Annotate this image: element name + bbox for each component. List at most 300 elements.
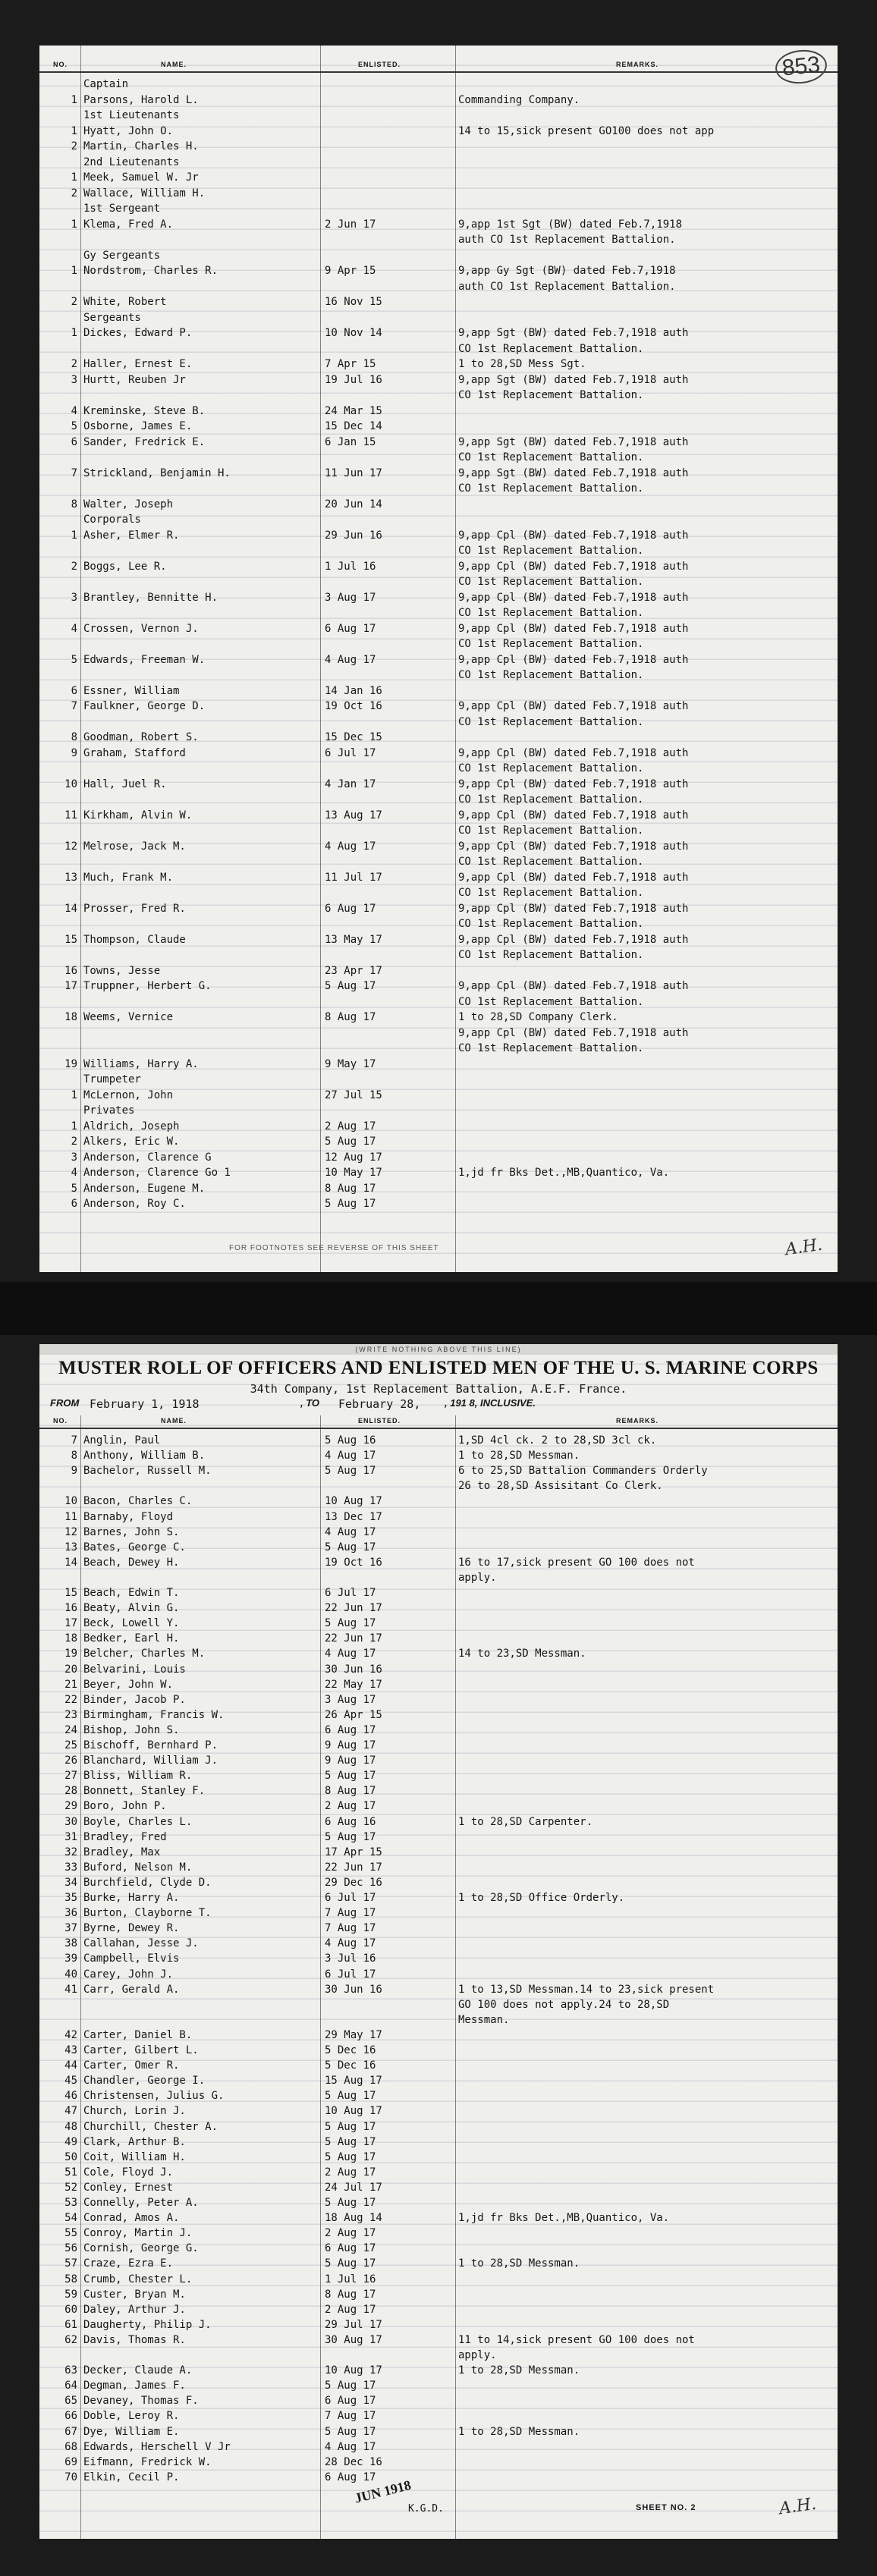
enlisted-date: 28 Dec 16 bbox=[325, 2455, 382, 2468]
roster-row bbox=[39, 2469, 838, 2489]
row-number: 24 bbox=[64, 1723, 77, 1736]
enlisted-date: 13 Dec 17 bbox=[325, 1510, 382, 1523]
row-number: 43 bbox=[64, 2044, 77, 2056]
enlisted-date: 15 Aug 17 bbox=[325, 2075, 382, 2088]
remarks-text: auth CO 1st Replacement Battalion. bbox=[458, 234, 676, 246]
enlisted-date: 5 Aug 17 bbox=[325, 1830, 376, 1843]
remarks-text: 14 to 23,SD Messman. bbox=[458, 1648, 586, 1660]
enlisted-date: 19 Oct 16 bbox=[325, 700, 382, 712]
enlisted-date: 22 Jun 17 bbox=[325, 1602, 382, 1615]
member-name: Anglin, Paul bbox=[83, 1434, 161, 1447]
member-name: Byrne, Dewey R. bbox=[83, 1922, 180, 1935]
member-name: Carter, Gilbert L. bbox=[83, 2044, 199, 2056]
member-name: Carter, Daniel B. bbox=[83, 2028, 193, 2041]
member-name: Walter, Joseph bbox=[83, 498, 174, 510]
member-name: Boyle, Charles L. bbox=[83, 1815, 193, 1828]
enlisted-date: 5 Aug 17 bbox=[325, 1617, 376, 1630]
row-number: 11 bbox=[64, 809, 77, 821]
enlisted-date: 10 Aug 17 bbox=[325, 1495, 382, 1508]
row-number: 56 bbox=[64, 2242, 77, 2255]
member-name: Beach, Edwin T. bbox=[83, 1587, 180, 1599]
enlisted-date: 7 Aug 17 bbox=[325, 1922, 376, 1935]
enlisted-date: 6 Aug 17 bbox=[325, 902, 376, 915]
row-number: 18 bbox=[64, 1011, 77, 1023]
remarks-text: CO 1st Replacement Battalion. bbox=[458, 1042, 644, 1054]
enlisted-date: 6 Jul 17 bbox=[325, 1892, 376, 1904]
row-number: 2 bbox=[71, 358, 77, 370]
enlisted-date: 5 Aug 17 bbox=[325, 1136, 376, 1148]
enlisted-date: 30 Jun 16 bbox=[325, 1983, 382, 1996]
member-name: 2nd Lieutenants bbox=[83, 156, 180, 168]
member-name: Doble, Leroy R. bbox=[83, 2410, 180, 2423]
enlisted-date: 3 Aug 17 bbox=[325, 1693, 376, 1706]
enlisted-date: 15 Dec 14 bbox=[325, 420, 382, 432]
row-number: 19 bbox=[64, 1057, 77, 1070]
enlisted-date: 5 Aug 17 bbox=[325, 2090, 376, 2103]
remarks-text: 9,app Cpl (BW) dated Feb.7,1918 auth bbox=[458, 778, 689, 790]
member-name: Connelly, Peter A. bbox=[83, 2197, 199, 2209]
remarks-text: 1 to 28,SD Office Orderly. bbox=[458, 1892, 625, 1904]
member-name: Belcher, Charles M. bbox=[83, 1648, 206, 1660]
enlisted-date: 10 Aug 17 bbox=[325, 2364, 382, 2377]
member-name: Beach, Dewey H. bbox=[83, 1556, 180, 1569]
row-number: 10 bbox=[64, 778, 77, 790]
row-number: 22 bbox=[64, 1693, 77, 1706]
from-label: FROM bbox=[50, 1397, 80, 1409]
enlisted-date: 30 Aug 17 bbox=[325, 2333, 382, 2346]
row-number: 13 bbox=[64, 1541, 77, 1553]
row-number: 28 bbox=[64, 1785, 77, 1798]
enlisted-date: 6 Aug 17 bbox=[325, 622, 376, 635]
row-number: 3 bbox=[71, 591, 77, 604]
row-number: 3 bbox=[71, 373, 77, 386]
member-name: Burke, Harry A. bbox=[83, 1892, 180, 1904]
member-name: Carey, John J. bbox=[83, 1968, 174, 1981]
member-name: Aldrich, Joseph bbox=[83, 1120, 180, 1132]
row-number: 58 bbox=[64, 2273, 77, 2285]
row-number: 41 bbox=[64, 1983, 77, 1996]
member-name: Conley, Ernest bbox=[83, 2181, 174, 2194]
enlisted-date: 6 Jan 15 bbox=[325, 435, 376, 448]
enlisted-date: 26 Apr 15 bbox=[325, 1708, 382, 1721]
enlisted-date: 5 Aug 17 bbox=[325, 2150, 376, 2163]
row-number: 6 bbox=[71, 435, 77, 448]
row-number: 39 bbox=[64, 1952, 77, 1965]
member-name: Bishop, John S. bbox=[83, 1723, 180, 1736]
member-name: Barnaby, Floyd bbox=[83, 1510, 174, 1523]
member-name: Devaney, Thomas F. bbox=[83, 2395, 199, 2408]
member-name: Edwards, Herschell V Jr bbox=[83, 2440, 231, 2453]
enlisted-date: 12 Aug 17 bbox=[325, 1151, 382, 1164]
row-number: 10 bbox=[64, 1495, 77, 1508]
header-no: NO. bbox=[53, 61, 68, 68]
enlisted-date: 6 Aug 16 bbox=[325, 1815, 376, 1828]
row-number: 12 bbox=[64, 1525, 77, 1538]
enlisted-date: 8 Aug 17 bbox=[325, 1182, 376, 1195]
member-name: Chandler, George I. bbox=[83, 2075, 206, 2088]
member-name: Truppner, Herbert G. bbox=[83, 980, 212, 992]
remarks-text: 14 to 15,sick present GO100 does not app bbox=[458, 124, 715, 137]
member-name: Sander, Fredrick E. bbox=[83, 435, 206, 448]
member-name: Alkers, Eric W. bbox=[83, 1136, 180, 1148]
row-number: 37 bbox=[64, 1922, 77, 1935]
row-number: 15 bbox=[64, 933, 77, 946]
row-number: 14 bbox=[64, 1556, 77, 1569]
row-number: 1 bbox=[71, 529, 77, 542]
row-number: 2 bbox=[71, 140, 77, 152]
member-name: Essner, William bbox=[83, 684, 180, 697]
remarks-text: CO 1st Replacement Battalion. bbox=[458, 669, 644, 681]
enlisted-date: 2 Aug 17 bbox=[325, 1800, 376, 1813]
remarks-text: Messman. bbox=[458, 2013, 510, 2026]
row-number: 4 bbox=[71, 1167, 77, 1179]
row-number: 1 bbox=[71, 124, 77, 137]
enlisted-date: 11 Jul 17 bbox=[325, 871, 382, 884]
enlisted-date: 2 Aug 17 bbox=[325, 2227, 376, 2240]
member-name: Conroy, Martin J. bbox=[83, 2227, 193, 2240]
enlisted-date: 24 Jul 17 bbox=[325, 2181, 382, 2194]
row-number: 7 bbox=[71, 1434, 77, 1447]
handwritten-initials: A.H. bbox=[784, 1235, 824, 1260]
enlisted-date: 22 Jun 17 bbox=[325, 1632, 382, 1645]
member-name: Martin, Charles H. bbox=[83, 140, 199, 152]
remarks-text: 1 to 28,SD Mess Sgt. bbox=[458, 358, 586, 370]
from-value: February 1, 1918 bbox=[90, 1397, 200, 1411]
remarks-text: CO 1st Replacement Battalion. bbox=[458, 482, 644, 495]
enlisted-date: 5 Aug 17 bbox=[325, 2135, 376, 2148]
enlisted-date: 6 Aug 17 bbox=[325, 1723, 376, 1736]
enlisted-date: 4 Aug 17 bbox=[325, 1648, 376, 1660]
member-name: Elkin, Cecil P. bbox=[83, 2471, 180, 2483]
enlisted-date: 7 Aug 17 bbox=[325, 2410, 376, 2423]
member-name: Bedker, Earl H. bbox=[83, 1632, 180, 1645]
enlisted-date: 29 Dec 16 bbox=[325, 1876, 382, 1889]
row-number: 52 bbox=[64, 2181, 77, 2194]
remarks-text: 1 to 28,SD Messman. bbox=[458, 1450, 580, 1462]
header-enlisted: ENLISTED. bbox=[358, 61, 401, 68]
enlisted-date: 9 Aug 17 bbox=[325, 1755, 376, 1767]
enlisted-date: 14 Jan 16 bbox=[325, 684, 382, 697]
remarks-text: 6 to 25,SD Battalion Commanders Orderly bbox=[458, 1465, 708, 1478]
member-name: Towns, Jesse bbox=[83, 964, 161, 977]
member-name: Conrad, Amos A. bbox=[83, 2212, 180, 2225]
to-value: February 28, bbox=[338, 1397, 421, 1411]
row-number: 66 bbox=[64, 2410, 77, 2423]
remarks-text: 1 to 28,SD Carpenter. bbox=[458, 1815, 593, 1828]
row-number: 62 bbox=[64, 2333, 77, 2346]
remarks-text: 26 to 28,SD Assisitant Co Clerk. bbox=[458, 1480, 663, 1493]
enlisted-date: 18 Aug 14 bbox=[325, 2212, 382, 2225]
row-number: 1 bbox=[71, 171, 77, 184]
remarks-text: 1 to 28,SD Company Clerk. bbox=[458, 1011, 618, 1023]
enlisted-date: 30 Jun 16 bbox=[325, 1663, 382, 1676]
remarks-text: CO 1st Replacement Battalion. bbox=[458, 856, 644, 868]
enlisted-date: 8 Aug 17 bbox=[325, 1785, 376, 1798]
member-name: 1st Lieutenants bbox=[83, 109, 180, 121]
remarks-text: CO 1st Replacement Battalion. bbox=[458, 825, 644, 837]
enlisted-date: 22 Jun 17 bbox=[325, 1861, 382, 1874]
row-number: 3 bbox=[71, 1151, 77, 1164]
member-name: Privates bbox=[83, 1104, 135, 1117]
enlisted-date: 5 Aug 17 bbox=[325, 2257, 376, 2270]
remarks-text: apply. bbox=[458, 2349, 497, 2361]
enlisted-date: 6 Jul 17 bbox=[325, 1587, 376, 1599]
enlisted-date: 11 Jun 17 bbox=[325, 467, 382, 479]
remarks-text: CO 1st Replacement Battalion. bbox=[458, 389, 644, 401]
enlisted-date: 10 Nov 14 bbox=[325, 327, 382, 339]
remarks-text: 9,app Cpl (BW) dated Feb.7,1918 auth bbox=[458, 809, 689, 821]
remarks-text: 1,jd fr Bks Det.,MB,Quantico, Va. bbox=[458, 2212, 670, 2225]
enlisted-date: 3 Aug 17 bbox=[325, 591, 376, 604]
member-name: Bradley, Fred bbox=[83, 1830, 167, 1843]
remarks-text: Commanding Company. bbox=[458, 93, 580, 106]
row-number: 2 bbox=[71, 1136, 77, 1148]
remarks-text: 9,app Cpl (BW) dated Feb.7,1918 auth bbox=[458, 560, 689, 573]
row-number: 44 bbox=[64, 2059, 77, 2072]
member-name: Carr, Gerald A. bbox=[83, 1983, 180, 1996]
member-name: Eifmann, Fredrick W. bbox=[83, 2455, 212, 2468]
member-name: Much, Frank M. bbox=[83, 871, 174, 884]
row-number: 1 bbox=[71, 1120, 77, 1132]
member-name: Daugherty, Philip J. bbox=[83, 2318, 212, 2331]
enlisted-date: 23 Apr 17 bbox=[325, 964, 382, 977]
row-number: 57 bbox=[64, 2257, 77, 2270]
row-number: 8 bbox=[71, 498, 77, 510]
row-number: 4 bbox=[71, 404, 77, 417]
row-number: 70 bbox=[64, 2471, 77, 2483]
remarks-text: 9,app Cpl (BW) dated Feb.7,1918 auth bbox=[458, 653, 689, 666]
row-number: 53 bbox=[64, 2197, 77, 2209]
enlisted-date: 5 Aug 17 bbox=[325, 980, 376, 992]
member-name: Bachelor, Russell M. bbox=[83, 1465, 212, 1478]
header-remarks: REMARKS. bbox=[616, 1417, 659, 1425]
row-number: 2 bbox=[71, 296, 77, 308]
remarks-text: CO 1st Replacement Battalion. bbox=[458, 995, 644, 1008]
column-header bbox=[39, 59, 838, 73]
enlisted-date: 9 Aug 17 bbox=[325, 1739, 376, 1751]
muster-roll-title: MUSTER ROLL OF OFFICERS AND ENLISTED MEN OF THE U. S. MARINE CORPS bbox=[58, 1358, 819, 1378]
member-name: Campbell, Elvis bbox=[83, 1952, 180, 1965]
row-number: 51 bbox=[64, 2166, 77, 2179]
member-name: Craze, Ezra E. bbox=[83, 2257, 174, 2270]
member-name: Bates, George C. bbox=[83, 1541, 186, 1553]
enlisted-date: 7 Aug 17 bbox=[325, 1907, 376, 1920]
remarks-text: 9,app Cpl (BW) dated Feb.7,1918 auth bbox=[458, 902, 689, 915]
header-no: NO. bbox=[53, 1417, 68, 1425]
row-number: 47 bbox=[64, 2105, 77, 2118]
enlisted-date: 20 Jun 14 bbox=[325, 498, 382, 510]
member-name: White, Robert bbox=[83, 296, 167, 308]
enlisted-date: 10 Aug 17 bbox=[325, 2105, 382, 2118]
member-name: Kirkham, Alvin W. bbox=[83, 809, 193, 821]
row-number: 29 bbox=[64, 1800, 77, 1813]
row-number: 59 bbox=[64, 2288, 77, 2301]
muster-sheet-page-2 bbox=[39, 1344, 838, 2539]
member-name: Faulkner, George D. bbox=[83, 700, 206, 712]
muster-sheet-front bbox=[39, 46, 838, 1272]
remarks-text: 9,app Sgt (BW) dated Feb.7,1918 auth bbox=[458, 435, 689, 448]
member-name: Meek, Samuel W. Jr bbox=[83, 171, 199, 184]
roll-period bbox=[50, 1397, 827, 1412]
enlisted-date: 2 Aug 17 bbox=[325, 1120, 376, 1132]
row-number: 1 bbox=[71, 93, 77, 106]
enlisted-date: 4 Jan 17 bbox=[325, 778, 376, 790]
row-number: 63 bbox=[64, 2364, 77, 2377]
enlisted-date: 19 Jul 16 bbox=[325, 373, 382, 386]
row-number: 8 bbox=[71, 1450, 77, 1462]
enlisted-date: 5 Aug 17 bbox=[325, 2120, 376, 2133]
row-number: 20 bbox=[64, 1663, 77, 1676]
row-number: 16 bbox=[64, 964, 77, 977]
remarks-text: CO 1st Replacement Battalion. bbox=[458, 793, 644, 806]
member-name: Corporals bbox=[83, 514, 141, 526]
member-name: Sergeants bbox=[83, 311, 141, 324]
member-name: Strickland, Benjamin H. bbox=[83, 467, 231, 479]
row-number: 1 bbox=[71, 327, 77, 339]
remarks-text: CO 1st Replacement Battalion. bbox=[458, 949, 644, 961]
member-name: 1st Sergeant bbox=[83, 203, 161, 215]
member-name: Osborne, James E. bbox=[83, 420, 193, 432]
member-name: Prosser, Fred R. bbox=[83, 902, 186, 915]
member-name: Kreminske, Steve B. bbox=[83, 404, 206, 417]
member-name: Williams, Harry A. bbox=[83, 1057, 199, 1070]
member-name: Beyer, John W. bbox=[83, 1678, 174, 1691]
member-name: Dye, William E. bbox=[83, 2425, 180, 2438]
enlisted-date: 8 Aug 17 bbox=[325, 2288, 376, 2301]
enlisted-date: 5 Aug 17 bbox=[325, 2380, 376, 2392]
row-number: 35 bbox=[64, 1892, 77, 1904]
remarks-text: 9,app Sgt (BW) dated Feb.7,1918 auth bbox=[458, 327, 689, 339]
member-name: Degman, James F. bbox=[83, 2380, 186, 2392]
enlisted-date: 4 Aug 17 bbox=[325, 1525, 376, 1538]
enlisted-date: 19 Oct 16 bbox=[325, 1556, 382, 1569]
enlisted-date: 3 Jul 16 bbox=[325, 1952, 376, 1965]
member-name: Boro, John P. bbox=[83, 1800, 167, 1813]
remarks-text: CO 1st Replacement Battalion. bbox=[458, 576, 644, 588]
company-subtitle: 34th Company, 1st Replacement Battalion, A.E.F. France. bbox=[250, 1382, 627, 1396]
row-number: 45 bbox=[64, 2075, 77, 2088]
remarks-text: 9,app Cpl (BW) dated Feb.7,1918 auth bbox=[458, 591, 689, 604]
row-number: 6 bbox=[71, 684, 77, 697]
row-number: 40 bbox=[64, 1968, 77, 1981]
remarks-text: apply. bbox=[458, 1571, 497, 1584]
member-name: Wallace, William H. bbox=[83, 187, 206, 199]
page-number-stamp: 853 bbox=[774, 48, 828, 86]
remarks-text: 1,SD 4cl ck. 2 to 28,SD 3cl ck. bbox=[458, 1434, 657, 1447]
enlisted-date: 5 Aug 17 bbox=[325, 2425, 376, 2438]
member-name: Callahan, Jesse J. bbox=[83, 1937, 199, 1950]
member-name: Hyatt, John O. bbox=[83, 124, 174, 137]
remarks-text: 9,app Sgt (BW) dated Feb.7,1918 auth bbox=[458, 467, 689, 479]
row-number: 1 bbox=[71, 1089, 77, 1101]
remarks-text: 1 to 28,SD Messman. bbox=[458, 2364, 580, 2377]
row-number: 50 bbox=[64, 2150, 77, 2163]
member-name: Bonnett, Stanley F. bbox=[83, 1785, 206, 1798]
footnote-instruction: FOR FOOTNOTES SEE REVERSE OF THIS SHEET bbox=[229, 1244, 439, 1252]
member-name: Haller, Ernest E. bbox=[83, 358, 193, 370]
member-name: Anderson, Clarence G bbox=[83, 1151, 212, 1164]
row-number: 61 bbox=[64, 2318, 77, 2331]
row-number: 68 bbox=[64, 2440, 77, 2453]
remarks-text: auth CO 1st Replacement Battalion. bbox=[458, 280, 676, 293]
member-name: Burton, Clayborne T. bbox=[83, 1907, 212, 1920]
row-number: 64 bbox=[64, 2380, 77, 2392]
received-date-stamp: JUN 1918 bbox=[353, 2477, 413, 2506]
remarks-text: 9,app Sgt (BW) dated Feb.7,1918 auth bbox=[458, 373, 689, 386]
member-name: Thompson, Claude bbox=[83, 933, 186, 946]
row-number: 11 bbox=[64, 1510, 77, 1523]
member-name: Parsons, Harold L. bbox=[83, 93, 199, 106]
enlisted-date: 5 Aug 17 bbox=[325, 1465, 376, 1478]
row-number: 19 bbox=[64, 1648, 77, 1660]
column-header bbox=[39, 1415, 838, 1429]
row-number: 2 bbox=[71, 187, 77, 199]
enlisted-date: 4 Aug 17 bbox=[325, 840, 376, 853]
member-name: Captain bbox=[83, 78, 129, 90]
enlisted-date: 5 Aug 17 bbox=[325, 2197, 376, 2209]
remarks-text: CO 1st Replacement Battalion. bbox=[458, 887, 644, 899]
member-name: Anderson, Clarence Go 1 bbox=[83, 1167, 231, 1179]
header-name: NAME. bbox=[161, 61, 187, 68]
row-number: 42 bbox=[64, 2028, 77, 2041]
member-name: Weems, Vernice bbox=[83, 1011, 174, 1023]
roster-row bbox=[39, 1195, 838, 1215]
member-name: Daley, Arthur J. bbox=[83, 2303, 186, 2316]
remarks-text: 11 to 14,sick present GO 100 does not bbox=[458, 2333, 695, 2346]
sheet-divider bbox=[0, 1282, 877, 1335]
enlisted-date: 22 May 17 bbox=[325, 1678, 382, 1691]
member-name: Dickes, Edward P. bbox=[83, 327, 193, 339]
enlisted-date: 29 Jul 17 bbox=[325, 2318, 382, 2331]
member-name: Binder, Jacob P. bbox=[83, 1693, 186, 1706]
enlisted-date: 1 Jul 16 bbox=[325, 2273, 376, 2285]
row-number: 1 bbox=[71, 218, 77, 231]
member-name: Brantley, Bennitte H. bbox=[83, 591, 218, 604]
member-name: Church, Lorin J. bbox=[83, 2105, 186, 2118]
row-number: 5 bbox=[71, 653, 77, 666]
enlisted-date: 29 May 17 bbox=[325, 2028, 382, 2041]
member-name: Birmingham, Francis W. bbox=[83, 1708, 225, 1721]
remarks-text: CO 1st Replacement Battalion. bbox=[458, 607, 644, 619]
member-name: Bischoff, Bernhard P. bbox=[83, 1739, 218, 1751]
member-name: McLernon, John bbox=[83, 1089, 174, 1101]
enlisted-date: 1 Jul 16 bbox=[325, 560, 376, 573]
enlisted-date: 2 Aug 17 bbox=[325, 2166, 376, 2179]
row-number: 33 bbox=[64, 1861, 77, 1874]
enlisted-date: 5 Aug 17 bbox=[325, 1541, 376, 1553]
enlisted-date: 6 Jul 17 bbox=[325, 746, 376, 759]
remarks-text: 9,app Cpl (BW) dated Feb.7,1918 auth bbox=[458, 1026, 689, 1039]
row-number: 7 bbox=[71, 700, 77, 712]
enlisted-date: 6 Aug 17 bbox=[325, 2242, 376, 2255]
year-suffix: , 191 8, INCLUSIVE. bbox=[445, 1397, 536, 1409]
row-number: 16 bbox=[64, 1602, 77, 1615]
member-name: Bradley, Max bbox=[83, 1846, 161, 1858]
member-name: Hall, Juel R. bbox=[83, 778, 167, 790]
enlisted-date: 8 Aug 17 bbox=[325, 1011, 376, 1023]
enlisted-date: 6 Jul 17 bbox=[325, 1968, 376, 1981]
row-number: 18 bbox=[64, 1632, 77, 1645]
row-number: 54 bbox=[64, 2212, 77, 2225]
remarks-text: 9,app Cpl (BW) dated Feb.7,1918 auth bbox=[458, 700, 689, 712]
row-number: 55 bbox=[64, 2227, 77, 2240]
enlisted-date: 6 Aug 17 bbox=[325, 2395, 376, 2408]
remarks-text: 9,app Cpl (BW) dated Feb.7,1918 auth bbox=[458, 933, 689, 946]
row-number: 14 bbox=[64, 902, 77, 915]
remarks-text: CO 1st Replacement Battalion. bbox=[458, 715, 644, 728]
row-number: 12 bbox=[64, 840, 77, 853]
row-number: 5 bbox=[71, 420, 77, 432]
